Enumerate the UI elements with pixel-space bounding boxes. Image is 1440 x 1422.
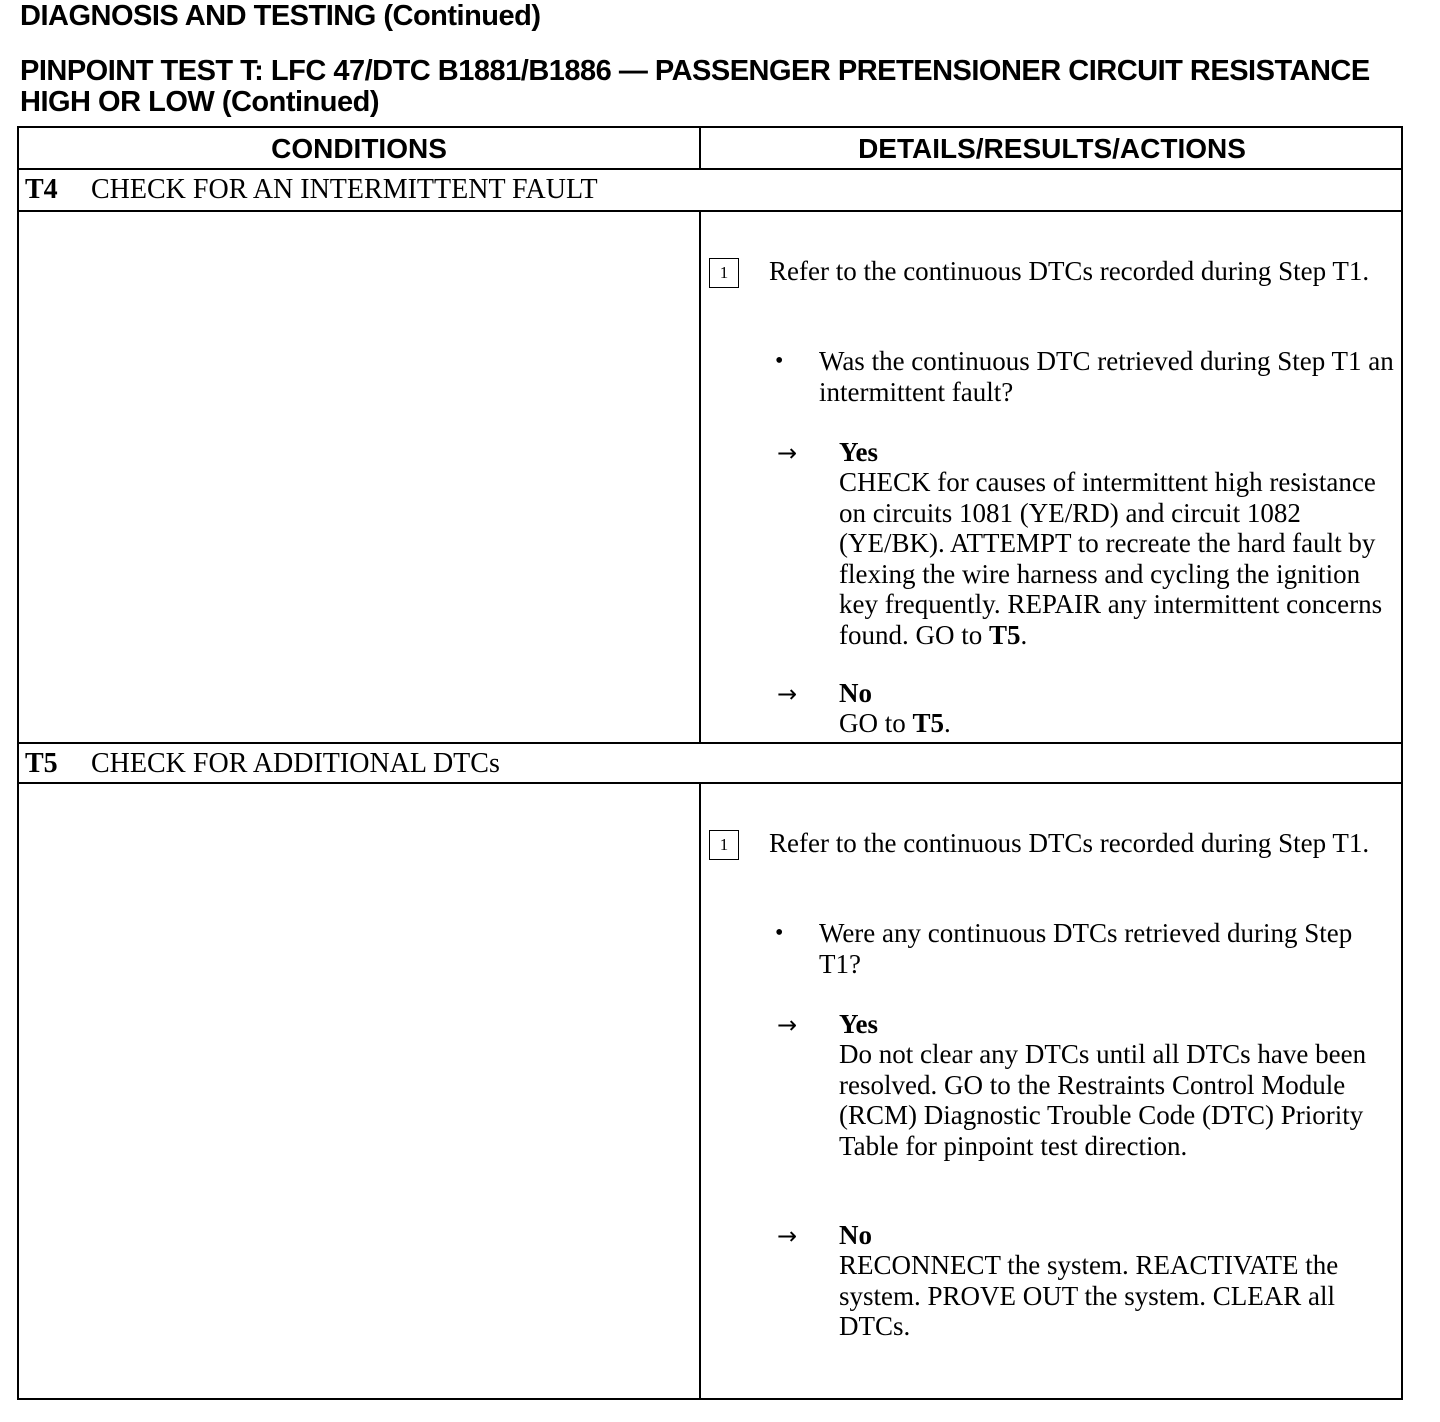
action-text: Refer to the continuous DTCs recorded during Step T1. xyxy=(769,256,1370,286)
column-divider xyxy=(699,128,701,168)
conditions-column-header: CONDITIONS xyxy=(271,133,447,164)
step-t4-details xyxy=(701,212,1401,742)
step-title: CHECK FOR AN INTERMITTENT FAULT xyxy=(91,174,598,205)
step-title: CHECK FOR ADDITIONAL DTCs xyxy=(91,748,500,779)
period: . xyxy=(944,708,951,738)
details-column-header: DETAILS/RESULTS/ACTIONS xyxy=(858,133,1246,164)
question-text: Was the continuous DTC retrieved during Step T1 an intermittent fault? xyxy=(819,346,1394,407)
yes-result-text xyxy=(839,467,1399,650)
step-header-t5 xyxy=(19,744,1401,784)
arrow-right-icon: → xyxy=(777,1011,798,1039)
bullet-icon: • xyxy=(775,348,784,374)
action-number-box: 1 xyxy=(709,258,739,288)
yes-label: Yes xyxy=(839,1009,878,1039)
yes-result-body: CHECK for causes of intermittent high resistance on circuits 1081 (YE/RD) and circuit 1082 (YE/BK). ATTEMPT to recreate the hard fault by flexing the wire harness and cycling the ignition key frequently. REPAIR any intermittent concerns found. GO to xyxy=(839,467,1383,650)
arrow-right-icon: → xyxy=(777,1222,798,1250)
step-id: T4 xyxy=(25,174,58,205)
yes-result-text: Do not clear any DTCs until all DTCs have been resolved. GO to the Restraints Control Module (RCM) Diagnostic Trouble Code (DTC) Priority Table for pinpoint test direction. xyxy=(839,1039,1367,1161)
no-result-body: GO to xyxy=(839,708,906,738)
arrow-right-icon: → xyxy=(777,680,798,708)
no-label: No xyxy=(839,678,872,708)
period: . xyxy=(1020,619,1028,650)
arrow-right-icon: → xyxy=(777,439,798,467)
bullet-icon: • xyxy=(775,920,784,946)
pinpoint-test-table xyxy=(17,126,1403,1400)
pinpoint-test-title: PINPOINT TEST T: LFC 47/DTC B1881/B1886 — PASSENGER PRETENSIONER CIRCUIT RESISTANCE HIGH OR LOW (Continued) xyxy=(20,55,1370,118)
step-header-t4 xyxy=(19,170,1401,210)
go-to-step-ref: T5 xyxy=(989,619,1021,650)
go-to-step-ref: T5 xyxy=(912,708,945,738)
step-id: T5 xyxy=(25,748,58,779)
action-text: Refer to the continuous DTCs recorded during Step T1. xyxy=(769,828,1370,858)
action-number-box: 1 xyxy=(709,830,739,860)
table-header xyxy=(19,128,1401,170)
question-text: Were any continuous DTCs retrieved during Step T1? xyxy=(819,918,1353,979)
no-result-text xyxy=(839,708,1399,739)
step-t5-details xyxy=(701,784,1401,1396)
page-title: DIAGNOSIS AND TESTING (Continued) xyxy=(20,0,541,32)
no-result-text: RECONNECT the system. REACTIVATE the system. PROVE OUT the system. CLEAR all DTCs. xyxy=(839,1250,1339,1341)
no-label: No xyxy=(839,1220,872,1250)
yes-label: Yes xyxy=(839,437,878,467)
